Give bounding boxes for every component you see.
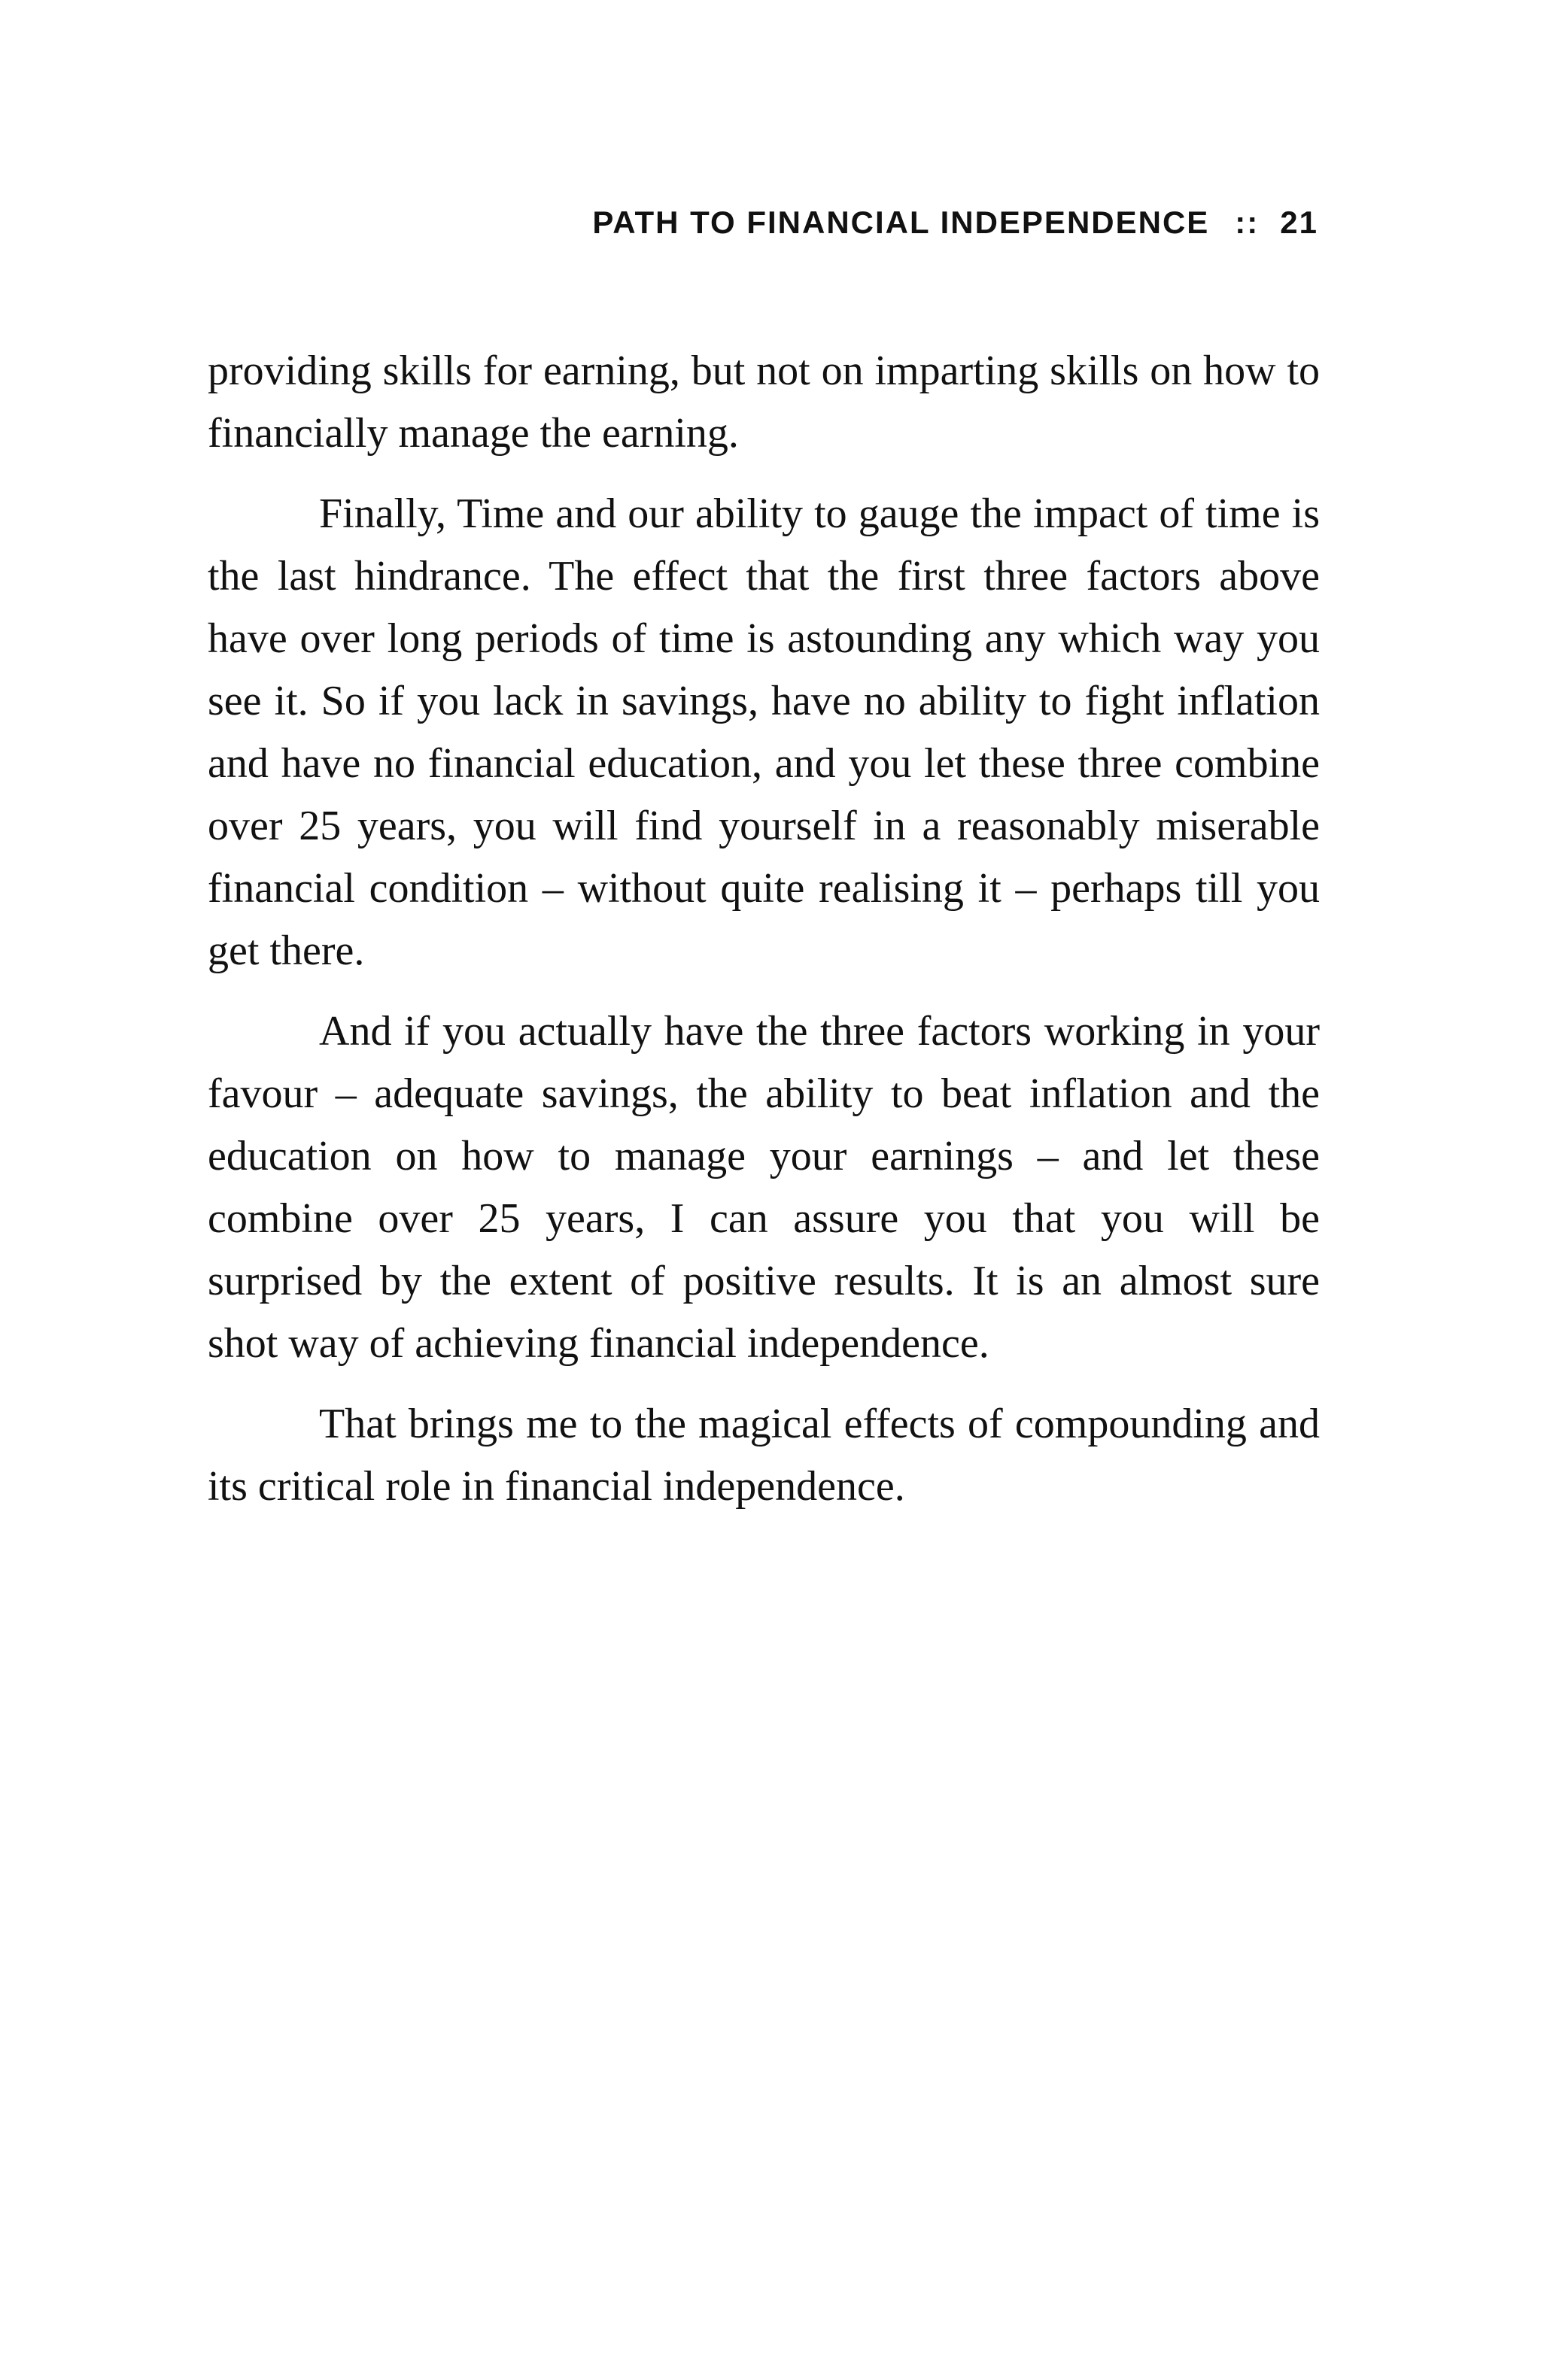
header-separator: :: <box>1235 205 1260 240</box>
paragraph-compounding: That brings me to the magical effects of compounding and its critical role in financial independence. <box>208 1401 1320 1510</box>
paragraph-time-hindrance: Finally, Time and our ability to gauge the impact of time is the last hindrance. The effect that the first three factors above have over long periods of time is astounding any which way you see it. So if you lack in savings, have no ability to fight inflation and have no financial education, and you let these three combine over 25 years, you will find yourself in a reasonably miserable financial condition – without quite realising it – perhaps till you get there. <box>208 490 1320 974</box>
body-text <box>208 340 1320 1536</box>
paragraph-continuation: providing skills for earning, but not on imparting skills on how to financially manage the earning. <box>208 348 1320 457</box>
paragraph-three-factors: And if you actually have the three factors working in your favour – adequate savings, the ability to beat inflation and the education on how to manage your earnings – and let these combine over 25 years, I can assure you that you will be surprised by the extent of positive results. It is an almost sure shot way of achieving financial independence. <box>208 1008 1320 1367</box>
page-number: 21 <box>1280 205 1318 240</box>
running-header <box>592 205 1318 241</box>
running-title: PATH TO FINANCIAL INDEPENDENCE <box>592 205 1210 240</box>
